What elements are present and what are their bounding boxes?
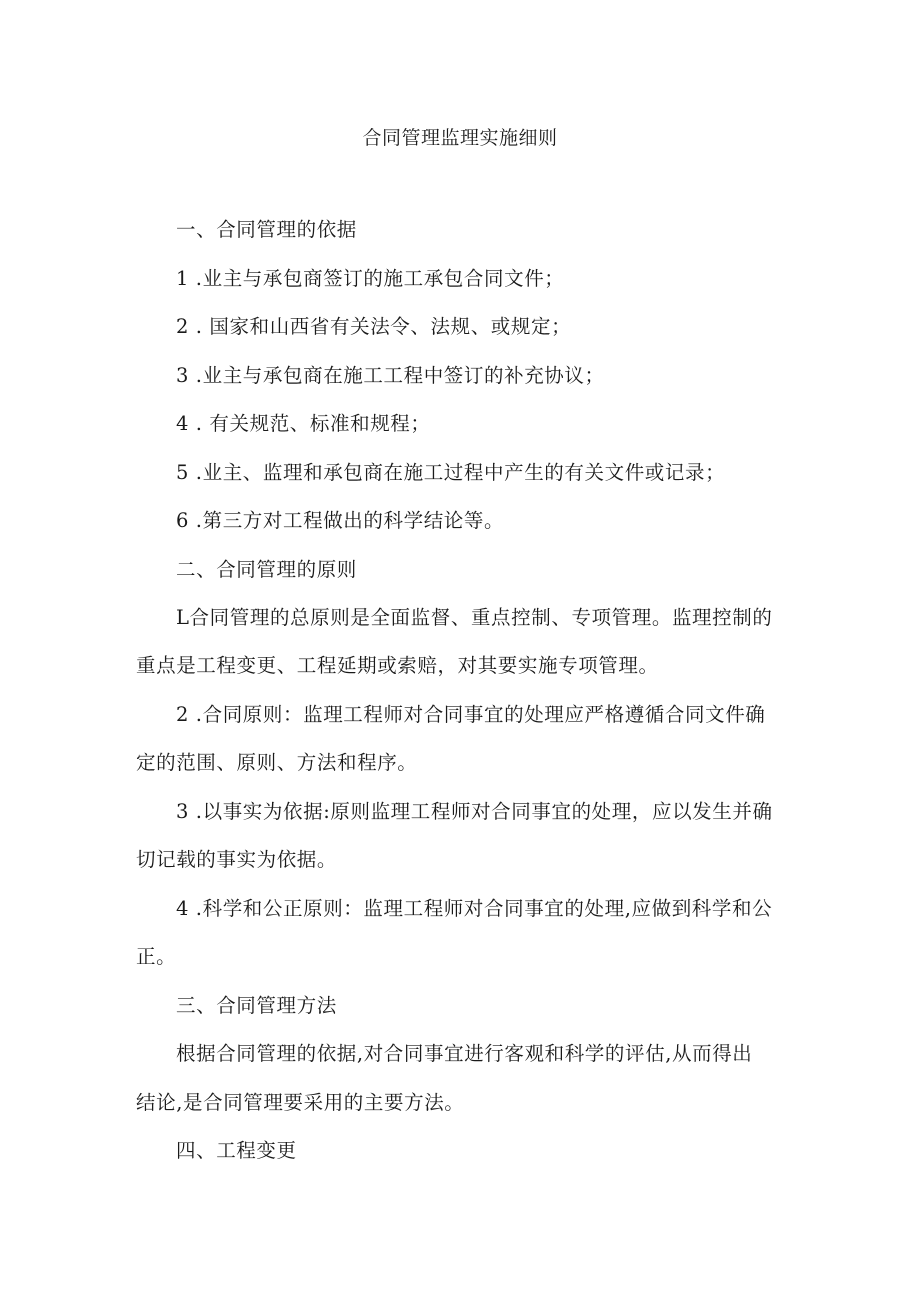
basis-item-4: 4 . 有关规范、标准和规程； — [176, 412, 431, 435]
principle-2-line-2: 定的范围、原则、方法和程序。 — [136, 751, 418, 774]
principle-4-line-1: 4 .科学和公正原则：监理工程师对合同事宜的处理,应做到科学和公 — [176, 897, 773, 920]
methods-line-1: 根据合同管理的依据,对合同事宜进行客观和科学的评估,从而得出 — [176, 1042, 753, 1065]
section-heading-methods: 三、合同管理方法 — [176, 994, 337, 1017]
basis-item-6: 6 .第三方对工程做出的科学结论等。 — [176, 509, 505, 532]
basis-item-1: 1 .业主与承包商签订的施工承包合同文件； — [176, 267, 565, 290]
section-heading-changes: 四、工程变更 — [176, 1139, 297, 1162]
principle-3-line-2: 切记载的事实为依据。 — [136, 848, 338, 871]
principle-2-line-1: 2 .合同原则：监理工程师对合同事宜的处理应严格遵循合同文件确 — [176, 703, 766, 726]
document-title: 合同管理监理实施细则 — [362, 127, 558, 149]
section-heading-principles: 二、合同管理的原则 — [176, 558, 357, 581]
principle-1-line-2: 重点是工程变更、工程延期或索赔，对其要实施专项管理。 — [136, 654, 659, 677]
section-heading-basis: 一、合同管理的依据 — [176, 218, 357, 241]
principle-3-line-1: 3 .以事实为依据:原则监理工程师对合同事宜的处理，应以发生并确 — [176, 800, 773, 823]
basis-item-5: 5 .业主、监理和承包商在施工过程中产生的有关文件或记录； — [176, 461, 726, 484]
principle-4-line-2: 正。 — [136, 945, 177, 968]
methods-line-2: 结论,是合同管理要采用的主要方法。 — [136, 1091, 465, 1114]
principle-1-line-1: L合同管理的总原则是全面监督、重点控制、专项管理。监理控制的 — [176, 606, 773, 629]
basis-item-3: 3 .业主与承包商在施工工程中签订的补充协议； — [176, 364, 605, 387]
basis-item-2: 2 . 国家和山西省有关法令、法规、或规定； — [176, 315, 572, 338]
